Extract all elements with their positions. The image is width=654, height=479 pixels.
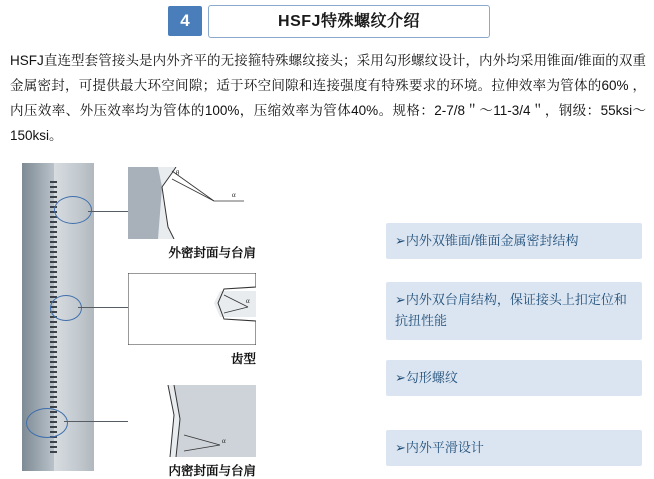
connector-line-outer-seal	[88, 211, 128, 212]
svg-text:α: α	[232, 191, 236, 199]
connector-line-inner-seal	[64, 421, 128, 422]
feature-box-4	[386, 430, 642, 466]
svg-text:α: α	[246, 297, 250, 305]
detail-thread-drawing	[128, 273, 256, 345]
feature-box-1	[386, 223, 642, 259]
highlight-ellipse-thread	[50, 295, 82, 321]
diagram-area	[10, 163, 360, 478]
bullet-icon-2: ➢	[395, 292, 406, 307]
page-title: HSFJ特殊螺纹介绍	[278, 13, 420, 30]
highlight-ellipse-outer-seal	[54, 196, 92, 224]
detail-outer-seal-drawing	[128, 167, 256, 239]
detail-inner-seal-drawing	[128, 385, 256, 457]
slide-number-badge: 4	[168, 6, 202, 36]
svg-text:α: α	[222, 437, 226, 445]
detail-panel-outer-seal	[128, 167, 256, 239]
label-inner-seal: 内密封面与台肩	[168, 464, 256, 478]
bullet-icon-3: ➢	[395, 370, 406, 385]
detail-panel-thread	[128, 273, 256, 345]
intro-paragraph: HSFJ直连型套管接头是内外齐平的无接箍特殊螺纹接头；采用勾形螺纹设计，内外均采用锥面/锥面的双重金属密封，可提供最大环空间隙；适于环空间隙和连接强度有特殊要求的环境。拉伸效率为管体的60% ，内压效率、外压效率均为管体的100%，压缩效率为管体40%。规格：2-7/8＂～11-3/4＂，钢级：55ksi～150ksi。	[10, 53, 646, 143]
label-outer-seal: 外密封面与台肩	[168, 246, 256, 260]
feature-text-1: 内外双锥面/锥面金属密封结构	[405, 233, 579, 248]
feature-text-2: 内外双台肩结构，保证接头上扣定位和抗扭性能	[395, 292, 627, 328]
feature-text-3: 勾形螺纹	[405, 370, 458, 385]
feature-box-3	[386, 360, 642, 396]
highlight-ellipse-inner-seal	[26, 408, 68, 438]
detail-panel-inner-seal	[128, 385, 256, 457]
feature-box-2	[386, 282, 642, 340]
feature-text-4: 内外平滑设计	[405, 440, 484, 455]
label-thread-profile: 齿型	[230, 352, 256, 366]
title-box	[208, 5, 490, 38]
bullet-icon-4: ➢	[395, 440, 406, 455]
connector-line-thread	[78, 307, 128, 308]
slide-header	[0, 0, 654, 44]
bullet-icon-1: ➢	[395, 233, 406, 248]
svg-text:θ: θ	[176, 169, 180, 177]
